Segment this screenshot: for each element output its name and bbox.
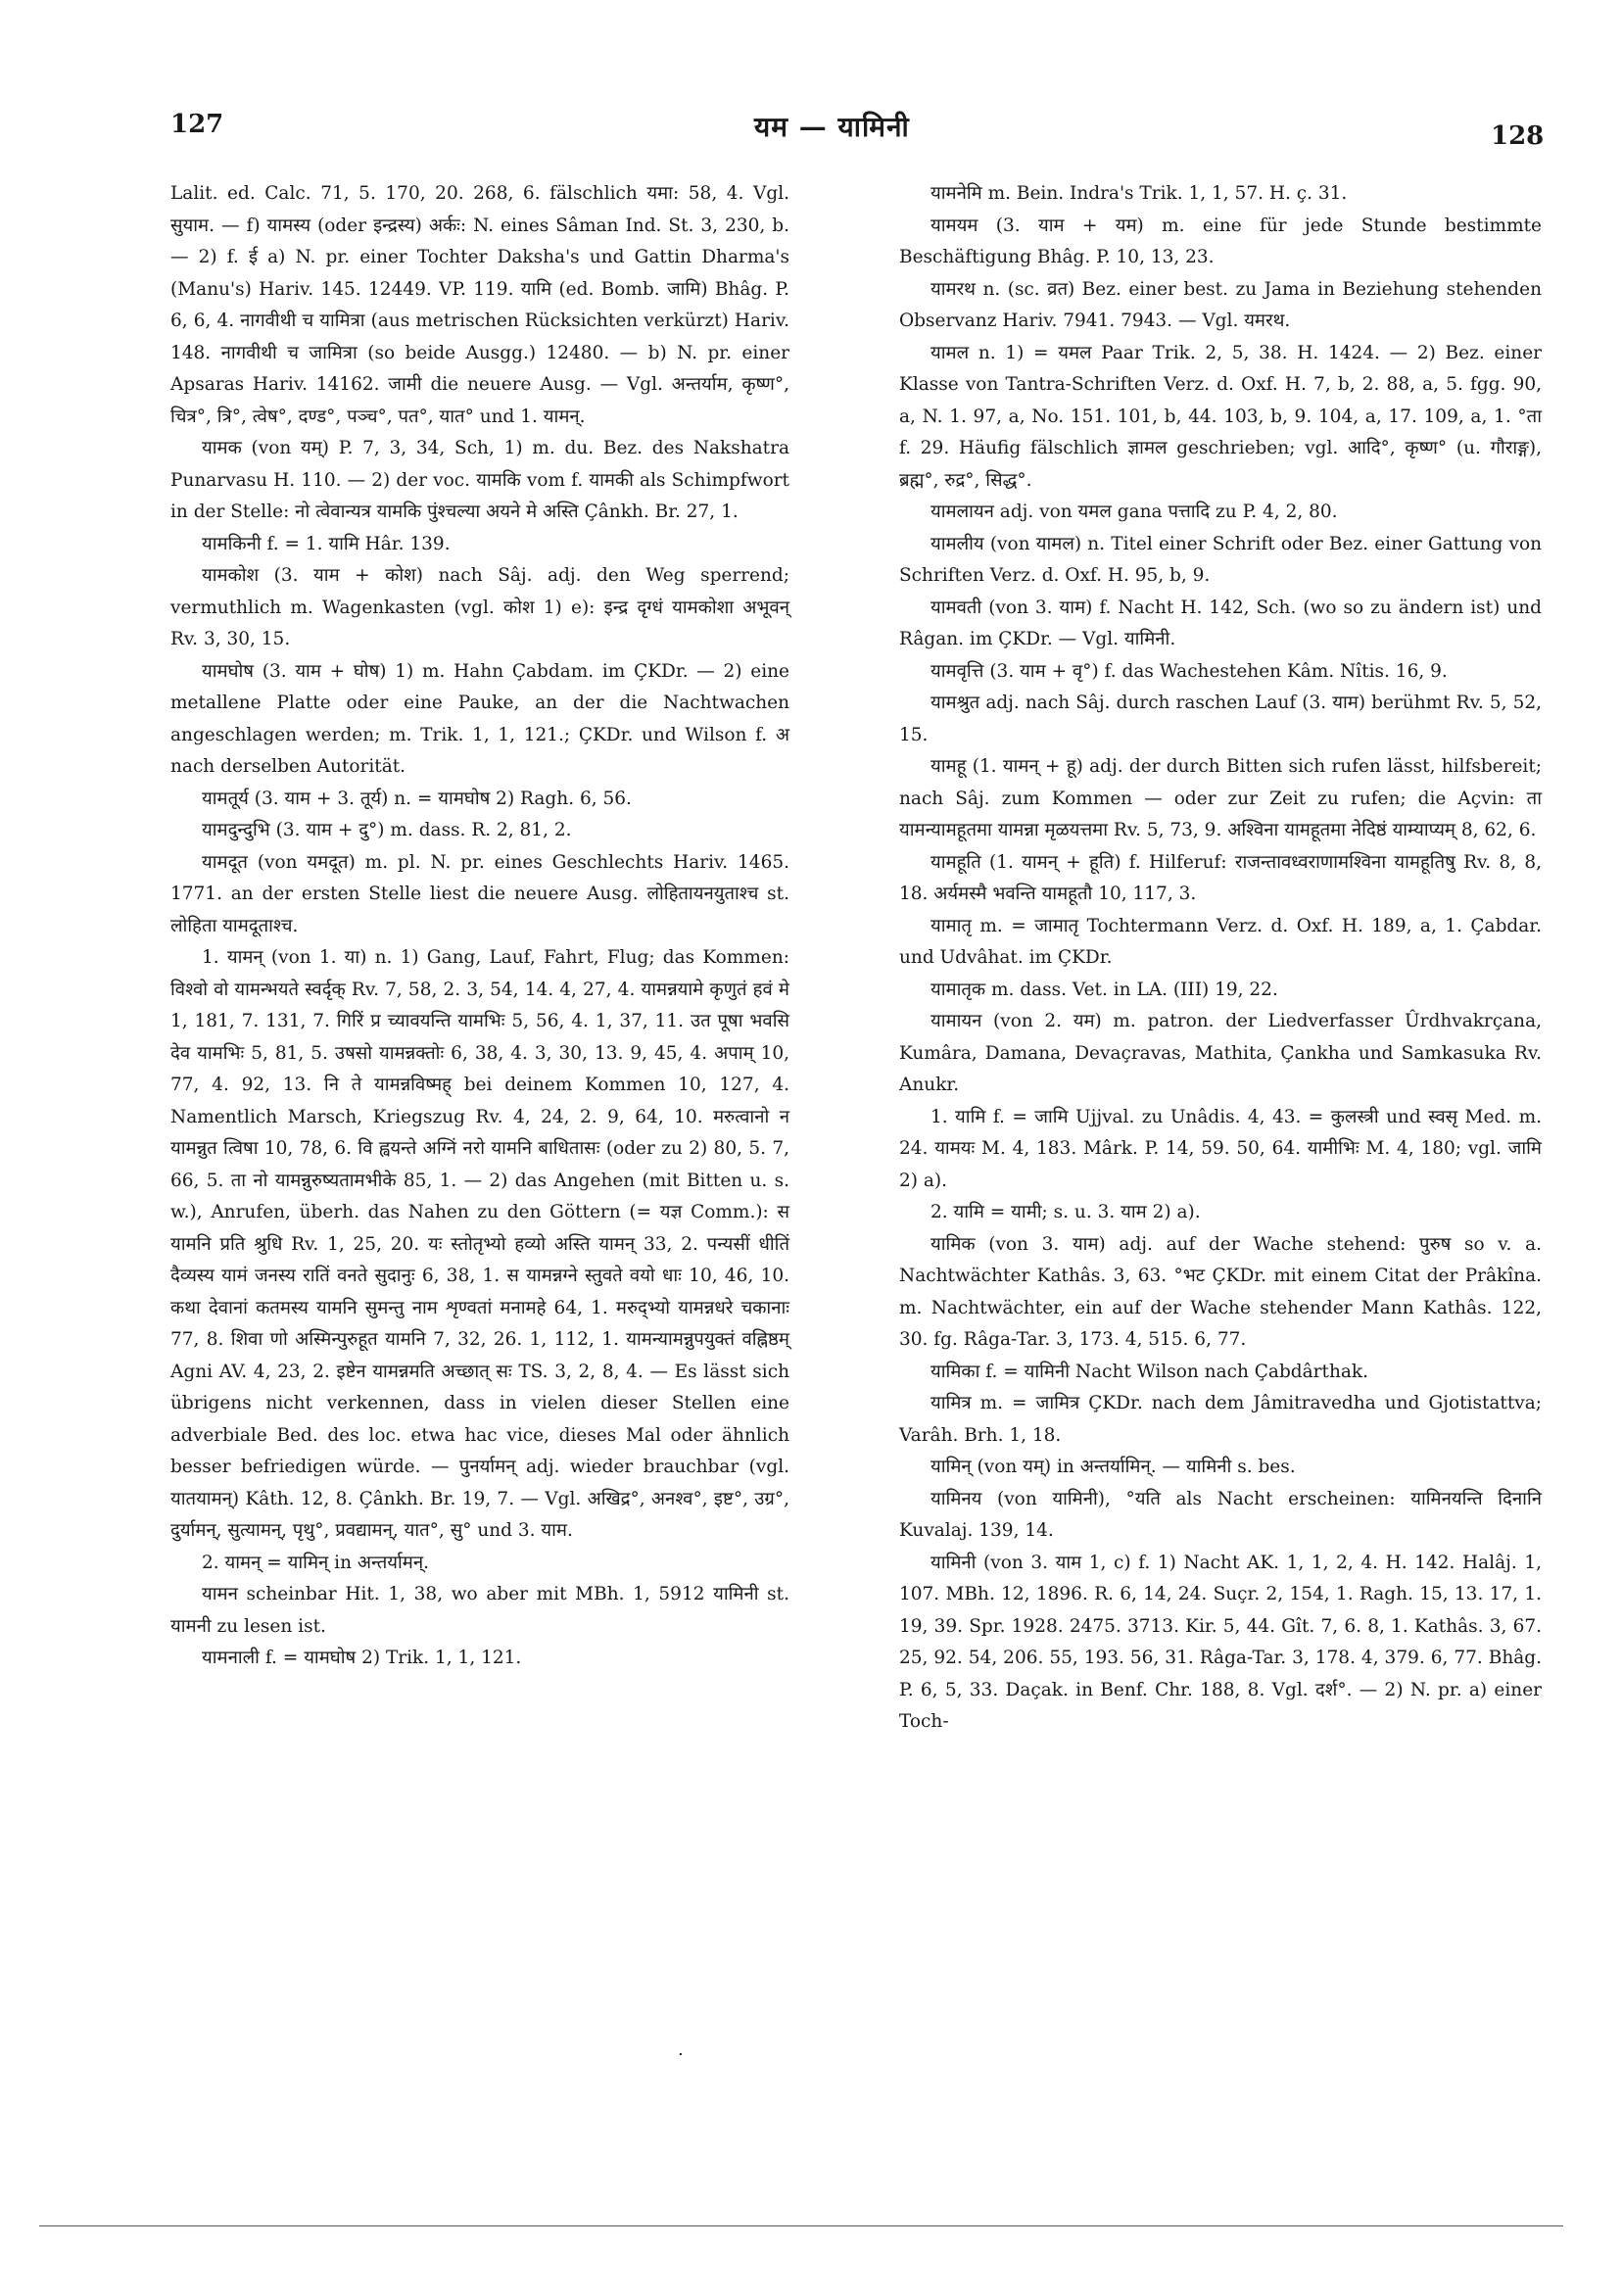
dictionary-entry: यामदूत (von यमदूत) m. pl. N. pr. eines Geschlechts Hariv. 1465. 1771. an der ersten Stelle liest die neuere Ausg. लोहितायनयुताश्च st. लोहिता यामदूताश्च. — [170, 851, 789, 936]
dictionary-entry: यामिनय (von यामिनी), °यति als Nacht erscheinen: यामिनयन्ति दिनानि Kuvalaj. 139, 14. — [899, 1488, 1542, 1541]
dictionary-entry: यामकोश (3. याम + कोश) nach Sâj. adj. den Weg sperrend; vermuthlich m. Wagenkasten (vgl. कोश 1) e): इन्द्र दृग्धं यामकोशा अभूवन् Rv. 3, 30, 15. — [170, 565, 789, 649]
dictionary-entry: 1. यामि f. = जामि Ujjval. zu Unâdis. 4, 43. = कुलस्त्री und स्वसृ Med. m. 24. यामयः M. 4, 183. Mârk. P. 14, 59. 50, 64. यामीभिः M. 4, 180; vgl. जामि 2) a). — [899, 1106, 1542, 1191]
dictionary-entry: यामनाली f. = यामघोष 2) Trik. 1, 1, 121. — [202, 1648, 522, 1668]
dictionary-entry: 2. यामि = यामी; s. u. 3. याम 2) a). — [930, 1202, 1201, 1222]
page-number-right: 128 — [1491, 121, 1545, 151]
dictionary-entry: यामिनी (von 3. याम 1, c) f. 1) Nacht AK. 1, 1, 2, 4. H. 142. Halâj. 1, 107. MBh. 12, 1896. R. 6, 14, 24. Suçr. 2, 154, 1. Ragh. 15, 13. 17, 1. 19, 39. Spr. 1928. 2475. 3713. Kir. 5, 44. Gît. 7, 6. 8, 1. Kathâs. 3, 67. 25, 92. 54, 206. 55, 193. 56, 31. Râga-Tar. 3, 178. 4, 379. 6, 77. Bhâg. P. 6, 5, 33. Daçak. in Benf. Chr. 188, 8. Vgl. दर्श°. — 2) N. pr. a) einer Toch- — [899, 1552, 1542, 1732]
dictionary-entry: यामनेमि m. Bein. Indra's Trik. 1, 1, 57. H. ç. 31. — [930, 183, 1348, 204]
dictionary-entry: यामवती (von 3. याम) f. Nacht H. 142, Sch. (wo so zu ändern ist) und Râgan. im ÇKDr. — Vgl. यामिनी. — [899, 597, 1542, 649]
right-column — [899, 178, 1542, 1739]
dictionary-entry: 2. यामन् = यामिन् in अन्तर्यामन्. — [202, 1552, 429, 1573]
dictionary-entry: यामश्रुत adj. nach Sâj. durch raschen Lauf (3. याम) berühmt Rv. 5, 52, 15. — [899, 693, 1542, 745]
dictionary-entry: यामतूर्य (3. याम + 3. तूर्य) n. = यामघोष 2) Ragh. 6, 56. — [202, 788, 632, 809]
dictionary-entry: यामयम (3. याम + यम) m. eine für jede Stunde bestimmte Beschäftigung Bhâg. P. 10, 13, 23. — [899, 215, 1542, 267]
dictionary-entry: Lalit. ed. Calc. 71, 5. 170, 20. 268, 6. fälschlich यमा: 58, 4. Vgl. सुयाम. — f) यामस्य (oder इन्द्रस्य) अर्कः: N. eines Sâman Ind. St. 3, 230, b. — 2) f. ई a) N. pr. einer Tochter Daksha's und Gattin Dharma's (Manu's) Hariv. 145. 12449. VP. 119. यामि (ed. Bomb. जामि) Bhâg. P. 6, 6, 4. नागवीथी च यामित्रा (aus metrischen Rücksichten verkürzt) Hariv. 148. नागवीथी च जामित्रा (so beide Ausgg.) 12480. — b) N. pr. einer Apsaras Hariv. 14162. जामी die neuere Ausg. — Vgl. अन्तर्याम, कृष्ण°, चित्र°, त्रि°, त्वेष°, दण्ड°, पञ्च°, पत°, यात° und 1. यामन्. — [170, 183, 789, 427]
dictionary-entry: यामलायन adj. von यमल gana पत्तादि zu P. 4, 2, 80. — [930, 502, 1338, 522]
dictionary-entry: यामहूति (1. यामन् + हूति) f. Hilferuf: राजन्तावध्वराणामश्विना यामहूतिषु Rv. 8, 8, 18. अर्यमस्मै भवन्ति यामहूतौ 10, 117, 3. — [899, 851, 1542, 904]
dictionary-entry: 1. यामन् (von 1. या) n. 1) Gang, Lauf, Fahrt, Flug; das Kommen: विश्वो वो यामन्भयते स्वर्दृक् Rv. 7, 58, 2. 3, 54, 14. 4, 27, 4. यामन्नयामे कृणुतं हवं मे 1, 181, 7. 131, 7. गिरिं प्र च्यावयन्ति यामभिः 5, 56, 4. 1, 37, 11. उत पूषा भवसि देव यामभिः 5, 81, 5. उषसो यामन्नक्तोः 6, 38, 4. 3, 30, 13. 9, 45, 4. अपाम् 10, 77, 4. 92, 13. नि ते यामन्नविष्मह् bei deinem Kommen 10, 127, 4. Namentlich Marsch, Kriegszug Rv. 4, 24, 2. 9, 64, 10. मरुत्वानो न यामन्नुत त्विषा 10, 78, 6. वि ह्वयन्ते अग्निं नरो यामनि बाधितासः (oder zu 2) 80, 5. 7, 66, 5. ता नो यामन्नुरुष्यतामभीके 85, 1. — 2) das Angehen (mit Bitten u. s. w.), Anrufen, überh. das Nahen zu den Göttern (= यज्ञ Comm.): स यामनि प्रति श्रुधि Rv. 1, 25, 20. यः स्तोतृभ्यो हव्यो अस्ति यामन् 33, 2. पन्यसीं धीतिं दैव्यस्य यामं जनस्य रातिं वनते सुदानुः 6, 38, 1. स यामन्नग्ने स्तुवते वयो धाः 10, 46, 10. कथा देवानां कतमस्य यामनि सुमन्तु नाम शृण्वतां मनामहे 64, 1. मरुद्भ्यो यामन्नधरे चकानाः 77, 8. शिवा णो अस्मिन्पुरुहूत यामनि 7, 32, 26. 1, 112, 1. यामन्यामन्नुपयुक्तं वह्निष्ठम् Agni AV. 4, 23, 2. इष्टेन यामन्नमति अच्छात् सः TS. 3, 2, 8, 4. — Es lässt sich übrigens nicht verkennen, dass in vielen dieser Stellen eine adverbiale Bed. des loc. etwa hac vice, dieses Mal oder ähnlich besser befriedigen würde. — पुनर्यामन् adj. wieder brauchbar (vgl. यातयामन्) Kâth. 12, 8. Çânkh. Br. 19, 7. — Vgl. अखिद्र°, अनश्व°, इष्ट°, उग्र°, दुर्यामन्, सुत्यामन्, पृथु°, प्रवद्यामन्, यात°, सु° und 3. याम. — [170, 947, 789, 1541]
running-head: यम — यामिनी — [754, 111, 910, 143]
dictionary-entry: यामित्र m. = जामित्र ÇKDr. nach dem Jâmitravedha und Gjotistattva; Varâh. Brh. 1, 18. — [899, 1393, 1542, 1446]
dictionary-entry: यामन scheinbar Hit. 1, 38, wo aber mit MBh. 1, 5912 यामिनी st. यामनी zu lesen ist. — [170, 1584, 789, 1637]
stray-dot: . — [678, 2039, 684, 2060]
page-header — [0, 0, 1622, 151]
dictionary-entry: यामघोष (3. याम + घोष) 1) m. Hahn Çabdam. im ÇKDr. — 2) eine metallene Platte oder eine Pauke, an der die Nachtwachen angeschlagen werden; m. Trik. 1, 1, 121.; ÇKDr. und Wilson f. अ nach derselben Autorität. — [170, 660, 789, 777]
dictionary-entry: यामिक (von 3. याम) adj. auf der Wache stehend: पुरुष so v. a. Nachtwächter Kathâs. 3, 63. °भट ÇKDr. mit einem Citat der Prâkîna. m. Nachtwächter, ein auf der Wache stehender Mann Kathâs. 122, 30. fg. Râga-Tar. 3, 173. 4, 515. 6, 77. — [899, 1233, 1542, 1350]
dictionary-entry: यामकिनी f. = 1. यामि Hâr. 139. — [202, 533, 451, 554]
dictionary-entry: यामवृत्ति (3. याम + वृ°) f. das Wachestehen Kâm. Nîtis. 16, 9. — [930, 660, 1448, 682]
dictionary-entry: यामदुन्दुभि (3. याम + दु°) m. dass. R. 2, 81, 2. — [202, 820, 572, 840]
dictionary-entry: यामातृ m. = जामातृ Tochtermann Verz. d. Oxf. H. 189, a, 1. Çabdar. und Udvâhat. im ÇKDr. — [899, 915, 1542, 968]
bottom-rule — [39, 2225, 1563, 2226]
page-number-left: 127 — [170, 110, 224, 139]
dictionary-entry: यामहू (1. यामन् + हू) adj. der durch Bitten sich rufen lässt, hilfsbereit; nach Sâj. zum Kommen — oder zur Zeit zu rufen; die Açvin: ता यामन्यामहूतमा यामन्ना मृळयत्तमा Rv. 5, 73, 9. अश्विना यामहूतमा नेदिष्ठं याम्याप्यम् 8, 62, 6. — [899, 756, 1542, 840]
dictionary-entry: यामरथ n. (sc. व्रत) Bez. einer best. zu Jama in Beziehung stehenden Observanz Hariv. 7941. 7943. — Vgl. यमरथ. — [899, 278, 1542, 331]
left-column — [170, 178, 789, 1675]
dictionary-entry: यामायन (von 2. यम) m. patron. der Liedverfasser Ûrdhvakrçana, Kumâra, Damana, Devaçravas, Mathita, Çankha und Samkasuka Rv. Anukr. — [899, 1011, 1542, 1095]
dictionary-entry: यामलीय (von यामल) n. Titel einer Schrift oder Bez. einer Gattung von Schriften Verz. d. Oxf. H. 95, b, 9. — [899, 533, 1542, 586]
dictionary-entry: यामिन् (von यम्) in अन्तर्यामिन्. — यामिनी s. bes. — [930, 1457, 1296, 1477]
dictionary-entry: यामातृक m. dass. Vet. in LA. (III) 19, 22. — [930, 979, 1278, 1000]
dictionary-entry: यामिका f. = यामिनी Nacht Wilson nach Çabdârthak. — [930, 1361, 1368, 1382]
dictionary-entry: यामल n. 1) = यमल Paar Trik. 2, 5, 38. H. 1424. — 2) Bez. einer Klasse von Tantra-Schriften Verz. d. Oxf. H. 7, b, 2. 88, a, 5. fgg. 90, a, N. 1. 97, a, No. 151. 101, b, 44. 103, b, 9. 104, a, 17. 109, a, 1. °ता f. 29. Häufig fälschlich ज्ञामल geschrieben; vgl. आदि°, कृष्ण° (u. गौराङ्ग), ब्रह्म°, रुद्र°, सिद्ध°. — [899, 342, 1542, 491]
dictionary-entry: यामक (von यम्) P. 7, 3, 34, Sch, 1) m. du. Bez. des Nakshatra Punarvasu H. 110. — 2) der voc. यामकि vom f. यामकी als Schimpfwort in der Stelle: नो त्वेवान्यत्र यामकि पुंश्चल्या अयने मे अस्ति Çânkh. Br. 27, 1. — [170, 438, 789, 522]
